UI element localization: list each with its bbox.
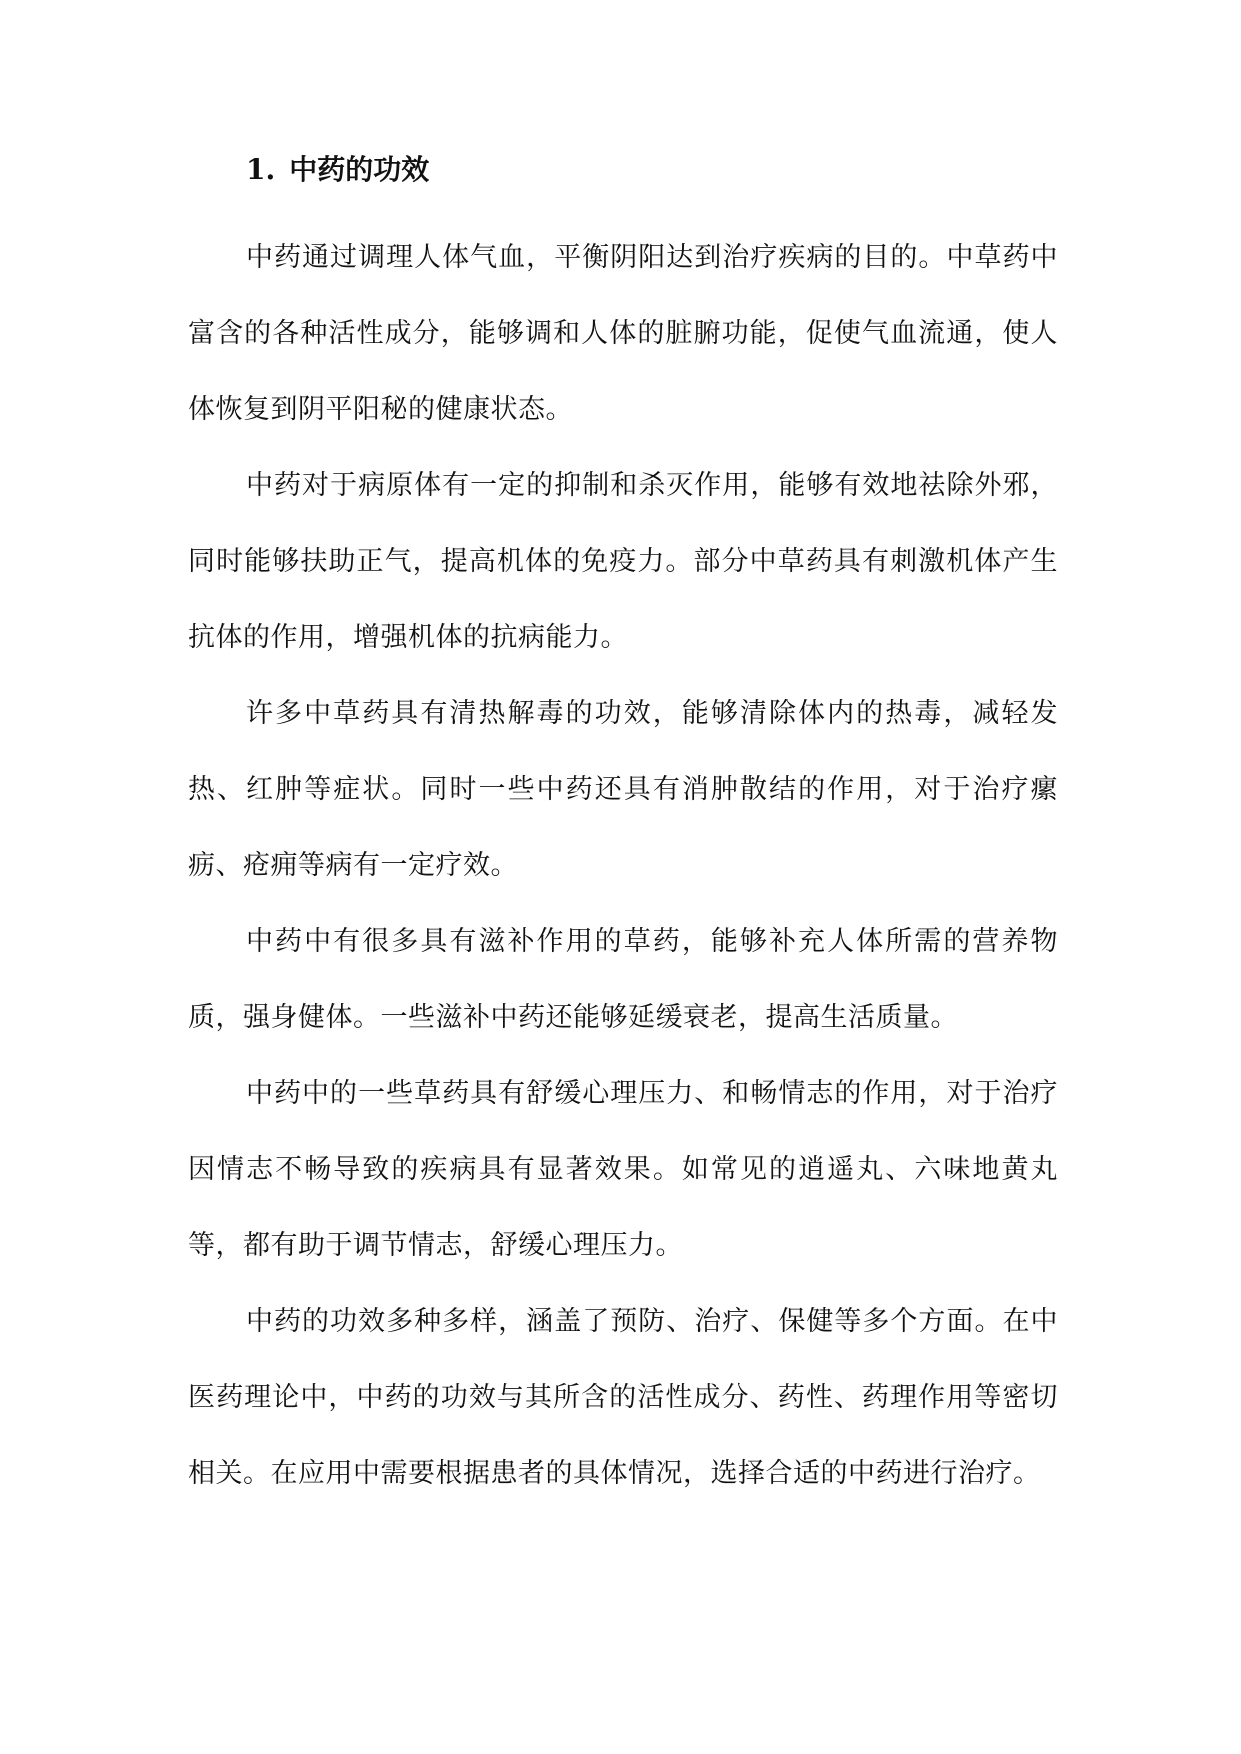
paragraph: 中药中的一些草药具有舒缓心理压力、和畅情志的作用，对于治疗因情志不畅导致的疾病具有显著效果。如常见的逍遥丸、六味地黄丸等，都有助于调节情志，舒缓心理压力。 (188, 1078, 1058, 1261)
paragraph: 中药对于病原体有一定的抑制和杀灭作用，能够有效地祛除外邪，同时能够扶助正气，提高机体的免疫力。部分中草药具有刺激机体产生抗体的作用，增强机体的抗病能力。 (188, 470, 1058, 653)
paragraph: 中药通过调理人体气血，平衡阴阳达到治疗疾病的目的。中草药中富含的各种活性成分，能够调和人体的脏腑功能，促使气血流通，使人体恢复到阴平阳秘的健康状态。 (188, 242, 1058, 425)
document-body (188, 140, 1058, 1512)
section-title: 中药的功效 (289, 153, 430, 186)
section-number: 1. (246, 153, 276, 186)
paragraph: 中药的功效多种多样，涵盖了预防、治疗、保健等多个方面。在中医药理论中，中药的功效与其所含的活性成分、药性、药理作用等密切相关。在应用中需要根据患者的具体情况，选择合适的中药进行治疗。 (188, 1306, 1058, 1489)
paragraph: 中药中有很多具有滋补作用的草药，能够补充人体所需的营养物质，强身健体。一些滋补中药还能够延缓衰老，提高生活质量。 (188, 926, 1058, 1033)
section-heading (188, 140, 1058, 200)
paragraph: 许多中草药具有清热解毒的功效，能够清除体内的热毒，减轻发热、红肿等症状。同时一些中药还具有消肿散结的作用，对于治疗瘰疬、疮痈等病有一定疗效。 (188, 698, 1058, 881)
